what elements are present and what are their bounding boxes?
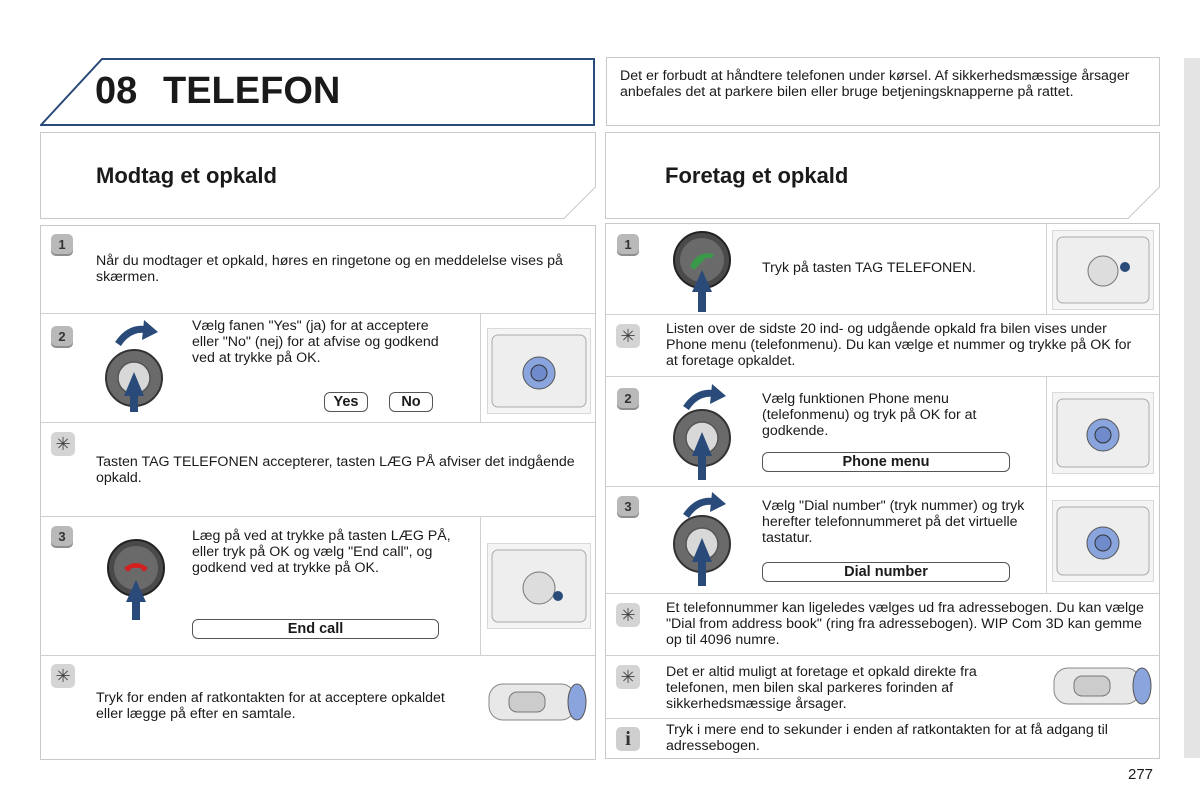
page-edge-tab [1184,58,1200,758]
divider [480,314,481,422]
page-number: 277 [1128,766,1154,783]
left-tip2-text: Tryk for enden af ratkontakten for at acceptere opkaldet eller lægge på efter en samtale. [96,690,445,722]
right-tip3-text: Det er altid muligt at foretage et opkald direkte fra telefonen, men bilen skal parkeres forinden af sikkerhedsmæssige årsager. [666,664,977,712]
dial-number-button[interactable]: Dial number [762,562,1010,582]
warning-text: Det er forbudt at håndtere telefonen under kørsel. Af sikkerhedsmæssige årsager anbefales det at parkere bilen eller bruge betjeningsknapperne på rattet. [620,68,1130,100]
ok-knob-icon [100,316,172,426]
ok-knob-icon [668,488,740,590]
chapter-number: 08 [95,70,138,112]
step-number-badge: 2 [51,326,73,348]
divider [41,516,595,517]
steering-stalk-icon [487,676,589,728]
console-thumbnail [487,543,591,629]
tip-icon: ✳ [616,665,640,689]
divider [606,718,1159,719]
console-thumbnail [1052,392,1154,474]
divider [1046,487,1047,593]
divider [606,593,1159,594]
chapter-title: TELEFON [163,70,341,112]
chapter-header [40,58,595,126]
steering-stalk-icon [1052,660,1154,712]
divider [41,422,595,423]
hang-up-key-icon [102,536,172,622]
divider [41,655,595,656]
step-number-badge: 1 [51,234,73,256]
warning-box [606,57,1160,126]
yes-button[interactable]: Yes [324,392,368,412]
tip-icon: ✳ [51,432,75,456]
no-button[interactable]: No [389,392,433,412]
tip-icon: ✳ [51,664,75,688]
ok-knob-icon [668,380,740,484]
phone-menu-button[interactable]: Phone menu [762,452,1010,472]
right-heading-box [605,132,1160,219]
right-heading: Foretag et opkald [665,163,849,188]
info-icon: i [616,727,640,751]
divider [480,517,481,655]
console-thumbnail [1052,500,1154,582]
step-number-badge: 3 [617,496,639,518]
right-step1-text: Tryk på tasten TAG TELEFONEN. [762,260,976,276]
console-thumbnail [1052,230,1154,310]
right-tip1-text: Listen over de sidste 20 ind- og udgående opkald fra bilen vises under Phone menu (telefonmenu). Du kan vælge et nummer og trykke på OK for at foretage opkaldet. [666,321,1132,369]
right-step3-text: Vælg "Dial number" (tryk nummer) og tryk herefter telefonnummeret på det virtuelle tastatur. [762,498,1025,546]
right-step2-text: Vælg funktionen Phone menu (telefonmenu) og tryk på OK for at godkende. [762,391,977,439]
divider [606,314,1159,315]
left-heading-box [40,132,596,219]
left-tip1-text: Tasten TAG TELEFONEN accepterer, tasten LÆG PÅ afviser det indgående opkald. [96,454,575,486]
right-info-text: Tryk i mere end to sekunder i enden af ratkontakten for at få adgang til adressebogen. [666,722,1108,754]
right-tip2-text: Et telefonnummer kan ligeledes vælges ud fra adressebogen. Du kan vælge "Dial from address book" (ring fra adressebogen). WIP Com 3D kan gemme op til 4096 numre. [666,600,1144,648]
left-step3-text: Læg på ved at trykke på tasten LÆG PÅ, eller tryk på OK og vælg "End call", og godkend ved at trykke på OK. [192,528,451,576]
phone-key-icon [668,228,738,314]
left-step2-text: Vælg fanen "Yes" (ja) for at acceptere eller "No" (nej) for at afvise og godkend ved at trykke på OK. [192,318,439,366]
tip-icon: ✳ [616,324,640,348]
left-step1-text: Når du modtager et opkald, høres en ringetone og en meddelelse vises på skærmen. [96,253,563,285]
divider [606,376,1159,377]
divider [606,486,1159,487]
divider [1046,224,1047,314]
end-call-button[interactable]: End call [192,619,439,639]
divider [41,313,595,314]
divider [606,655,1159,656]
divider [1046,377,1047,486]
step-number-badge: 3 [51,526,73,548]
step-number-badge: 1 [617,234,639,256]
console-thumbnail [487,328,591,414]
tip-icon: ✳ [616,603,640,627]
left-heading: Modtag et opkald [96,163,277,188]
step-number-badge: 2 [617,388,639,410]
